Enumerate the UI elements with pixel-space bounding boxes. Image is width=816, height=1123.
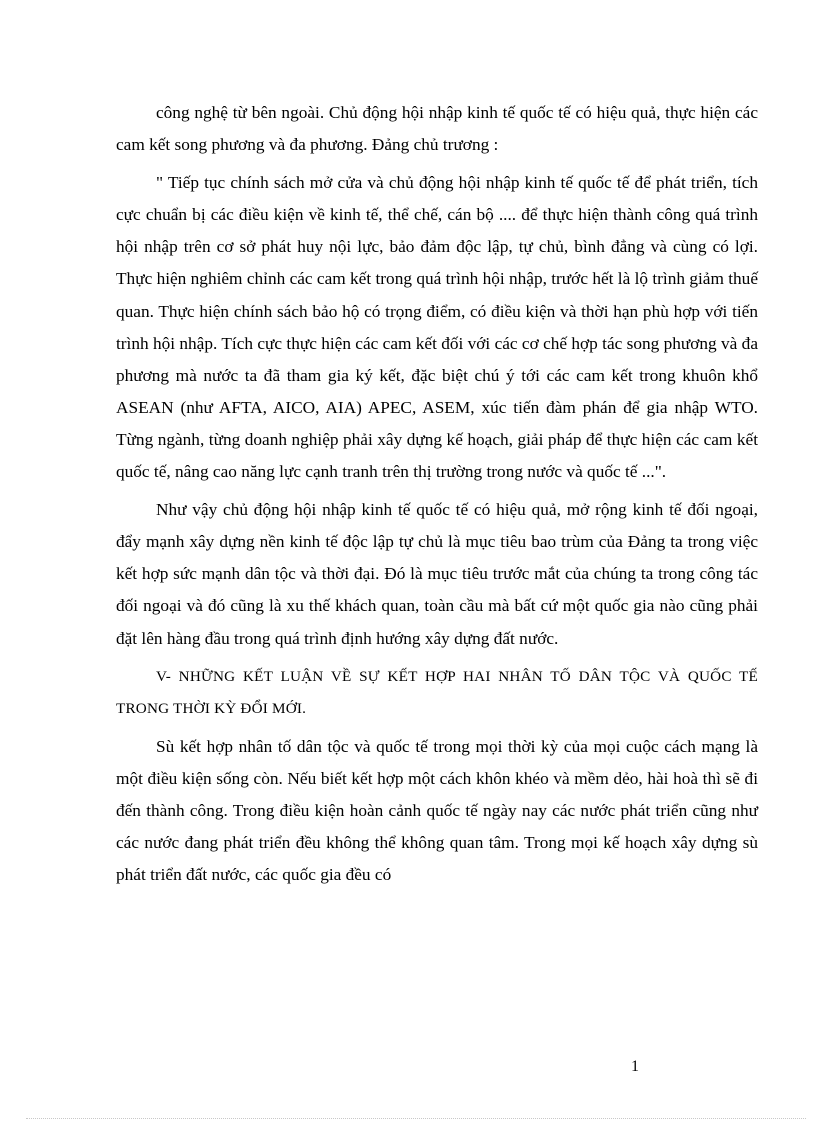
paragraph-intro: công nghệ từ bên ngoài. Chủ động hội nhập kinh tế quốc tế có hiệu quả, thực hiện các cam kết song phương và đa phương. Đảng chủ trương : (116, 103, 758, 155)
paragraph-closing: Sù kết hợp nhân tố dân tộc và quốc tế trong mọi thời kỳ của mọi cuộc cách mạng là một điều kiện sống còn. Nếu biết kết hợp một cách khôn khéo và mềm dẻo, hài hoà thì sẽ đi đến thành công. Trong điều kiện hoàn cảnh quốc tế ngày nay các nước phát triển cũng như các nước đang phát triển đều không thể không quan tâm. Trong mọi kế hoạch xây dựng sù phát triển đất nước, các quốc gia đều có (116, 736, 758, 885)
document-body (116, 97, 758, 897)
paragraph-quote: " Tiếp tục chính sách mở cửa và chủ động hội nhập kinh tế quốc tế để phát triển, tích cực chuẩn bị các điều kiện về kinh tế, thể chế, cán bộ .... để thực hiện thành công quá trình hội nhập trên cơ sở phát huy nội lực, bảo đảm độc lập, tự chủ, bình đẳng và cùng có lợi. Thực hiện nghiêm chỉnh các cam kết trong quá trình hội nhập, trước hết là lộ trình giảm thuế quan. Thực hiện chính sách bảo hộ có trọng điểm, có điều kiện và thời hạn phù hợp với tiến trình hội nhập. Tích cực thực hiện các cam kết đối với các cơ chế hợp tác song phương và đa phương mà nước ta đã tham gia ký kết, đặc biệt chú ý tới các cam kết trong khuôn khổ ASEAN (như AFTA, AICO, AIA) APEC, ASEM, xúc tiến đàm phán để gia nhập WTO. Từng ngành, từng doanh nghiệp phải xây dựng kế hoạch, giải pháp để thực hiện các cam kết quốc tế, nâng cao năng lực cạnh tranh trên thị trường trong nước và quốc tế ...". (116, 173, 758, 482)
page-bottom-divider (26, 1118, 806, 1119)
page-number: 1 (631, 1058, 639, 1075)
section-heading: V- NHỮNG KẾT LUẬN VỀ SỰ KẾT HỢP HAI NHÂN TỐ DÂN TỘC VÀ QUỐC TẾ TRONG THỜI KỲ ĐỔI MỚI. (116, 667, 758, 717)
paragraph-conclusion: Như vậy chủ động hội nhập kinh tế quốc tế có hiệu quả, mở rộng kinh tế đối ngoại, đẩy mạnh xây dựng nền kinh tế độc lập tự chủ là mục tiêu bao trùm của Đảng ta trong việc kết hợp sức mạnh dân tộc và thời đại. Đó là mục tiêu trước mắt của chúng ta trong công tác đối ngoại và đó cũng là xu thế khách quan, toàn cầu mà bất cứ một quốc gia nào cũng phải đặt lên hàng đầu trong quá trình định hướng xây dựng đất nước. (116, 500, 758, 648)
